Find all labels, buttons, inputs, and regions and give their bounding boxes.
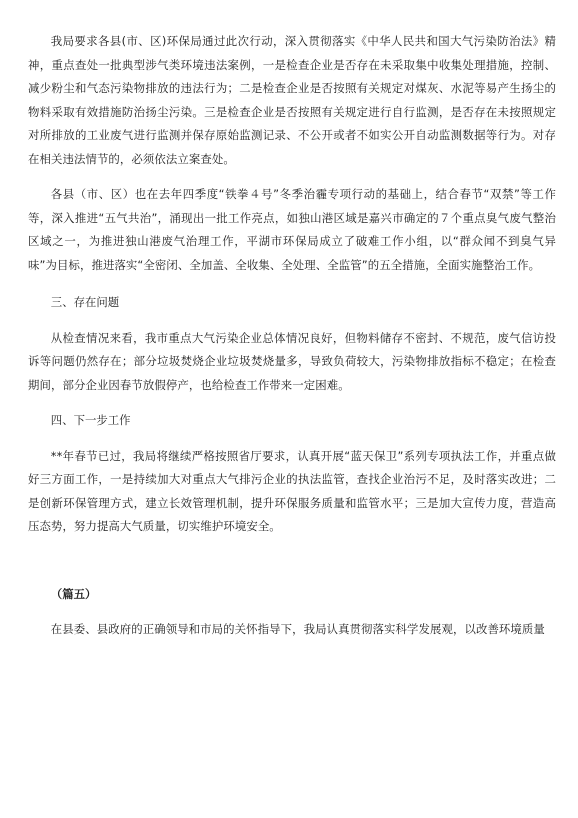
spacer [28, 277, 556, 291]
spacer [28, 433, 556, 445]
chapter-title: （篇五） [50, 586, 97, 601]
spacer [28, 539, 556, 583]
document-page [28, 30, 556, 642]
spacer [28, 606, 556, 618]
section-heading-problems: 三、存在问题 [50, 295, 120, 309]
paragraph-county-actions: 各县（市、区）也在去年四季度“铁拳４号”冬季治霾专项行动的基础上，结合春节“双禁”等工作等，深入推进“五气共治”，涌现出一批工作亮点，如独山港区域是嘉兴市确定的７个重点臭气废气整治区域之一，为推进独山港废气治理工作，平湖市环保局成立了破难工作小组，以“群众闻不到臭气异味”为目标，推进落实“全密闭、全加盖、全收集、全处理、全监管”的五全措施，全面实施整治工作。 [28, 187, 556, 272]
paragraph-enforcement-requirements: 我局要求各县(市、区)环保局通过此次行动，深入贯彻落实《中华人民共和国大气污染防治法》精神，重点查处一批典型涉气类环境违法案例，一是检查企业是否存在未采取集中收集处理措施，控制、减少粉尘和气态污染物排放的违法行为；二是检查企业是否按照有关规定对煤灰、水泥等易产生扬尘的物料采取有效措施防治扬尘污染。三是检查企业是否按照有关规定进行自行监测，是否存在未按照规定对所排放的工业废气进行监测并保存原始监测记录、不公开或者不如实公开自动监测数据等行为。对存在相关违法情节的，必须依法立案查处。 [28, 34, 556, 166]
spacer [28, 315, 556, 327]
spacer [28, 171, 556, 183]
paragraph-problems: 从检查情况来看，我市重点大气污染企业总体情况良好，但物料储存不密封、不规范，废气信访投诉等问题仍然存在；部分垃圾焚烧企业垃圾焚烧量多，导致负荷较大，污染物排放指标不稳定；在检查期间，部分企业因春节放假停产，也给检查工作带来一定困难。 [28, 330, 556, 392]
paragraph-next-steps: **年春节已过，我局将继续严格按照省厅要求，认真开展“蓝天保卫”系列专项执法工作，并重点做好三方面工作，一是持续加大对重点大气排污企业的执法监管，查找企业治污不足，及时落实改进；二是创新环保管理方式，建立长效管理机制，提升环保服务质量和监管水平；三是加大宣传力度，营造高压态势，努力提高大气质量，切实维护环境安全。 [28, 448, 556, 533]
paragraph-chapter-intro: 在县委、县政府的正确领导和市局的关怀指导下，我局认真贯彻落实科学发展观，以改善环境质量 [50, 622, 545, 636]
section-heading-next-steps: 四、下一步工作 [50, 413, 131, 427]
spacer [28, 397, 556, 409]
